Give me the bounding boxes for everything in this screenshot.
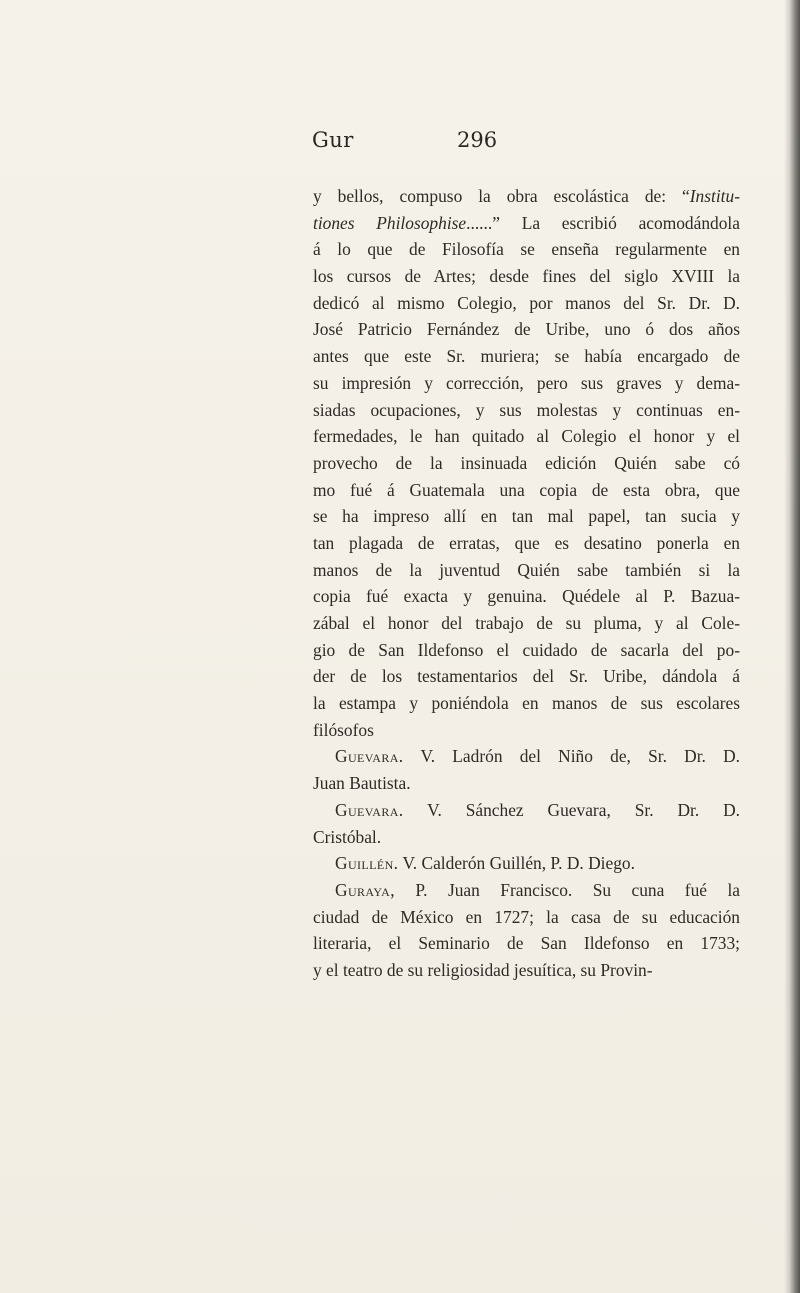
text-line [313,824,740,851]
line-text: á lo que de Filosofía se enseña regularmente en [313,239,740,260]
text-line [313,503,740,530]
text-line [313,957,740,984]
text-line [313,770,740,797]
line-text: siadas ocupaciones, y sus molestas y continuas en- [313,399,740,420]
line-text: mo fué á Guatemala una copia de esta obra, que [313,479,740,500]
index-entry [313,797,740,850]
line-text: P. Juan Francisco. Su cuna fué la [394,879,740,900]
text-line [313,236,740,263]
text-line [313,397,740,424]
text-line [313,904,740,931]
paragraph [313,183,740,743]
entry-headword: Guillén. [335,853,399,874]
text-line [313,557,740,584]
line-text: literaria, el Seminario de San Ildefonso en 1733; [313,933,740,954]
line-text: la estampa y poniéndola en manos de sus escolares [313,693,740,714]
text-line [313,370,740,397]
entries [313,743,740,983]
line-text: los cursos de Artes; desde fines del siglo XVIII la [313,266,740,287]
line-text: y bellos, compuso la obra escolástica de: “ [313,186,690,206]
line-text: fermedades, le han quitado al Colegio el honor y el [313,426,740,447]
text-line [313,477,740,504]
text-line [313,850,740,877]
line-text: V. Sánchez Guevara, Sr. Dr. D. [403,799,740,820]
line-text: filósofos [313,719,374,740]
text-line [313,423,740,450]
text-line [313,877,740,904]
text-line [313,637,740,664]
line-text: gio de San Ildefonso el cuidado de sacarla del po- [313,639,740,660]
italic-title: Institu- [689,186,740,206]
italic-title: tiones Philosophise [313,212,467,233]
text-line [313,583,740,610]
line-text: manos de la juventud Quién sabe también si la [313,559,740,580]
text-line [313,450,740,477]
index-entry [313,850,740,877]
line-text: se ha impreso allí en tan mal papel, tan sucia y [313,506,740,527]
line-text: tan plagada de erratas, que es desatino ponerla en [313,532,740,553]
line-text: Juan Bautista. [313,773,411,794]
body-text [313,183,740,984]
line-text: antes que este Sr. muriera; se había encargado de [313,346,740,367]
text-line [313,263,740,290]
text-line [313,610,740,637]
index-entry [313,743,740,796]
text-line [313,743,740,770]
line-text: su impresión y corrección, pero sus graves y dema- [313,372,740,393]
text-line [313,717,740,744]
text-line [313,210,740,237]
line-text: der de los testamentarios del Sr. Uribe, dándola á [313,666,740,687]
text-line [313,690,740,717]
text-line [313,663,740,690]
line-tail: ......” La escribió acomodándola [466,212,740,233]
page-number: 296 [457,128,498,152]
text-line [313,930,740,957]
line-text: ciudad de México en 1727; la casa de su educación [313,906,740,927]
line-text: zábal el honor del trabajo de su pluma, y al Cole- [313,613,740,633]
entry-headword: Guraya, [335,879,395,900]
text-line [313,290,740,317]
index-entry [313,877,740,984]
text-line [313,183,740,210]
entry-headword: Guevara. [335,746,404,767]
text-line [313,343,740,370]
entry-headword: Guevara. [335,799,404,820]
line-text: V. Ladrón del Niño de, Sr. Dr. D. [403,746,740,767]
text-line [313,797,740,824]
text-line [313,530,740,557]
line-text: José Patricio Fernández de Uribe, uno ó dos años [313,319,740,340]
page-edge-shadow [784,0,800,1293]
line-text: V. Calderón Guillén, P. D. Diego. [398,853,635,874]
line-text: dedicó al mismo Colegio, por manos del Sr. Dr. D. [313,292,740,313]
running-head-title: Gur [312,128,354,152]
line-text: copia fué exacta y genuina. Quédele al P. Bazua- [313,586,740,607]
line-text: y el teatro de su religiosidad jesuítica, su Provin- [313,959,653,980]
text-line [313,316,740,343]
line-text: Cristóbal. [313,826,382,847]
line-text: provecho de la insinuada edición Quién sabe có [313,452,740,473]
running-head [0,128,800,162]
